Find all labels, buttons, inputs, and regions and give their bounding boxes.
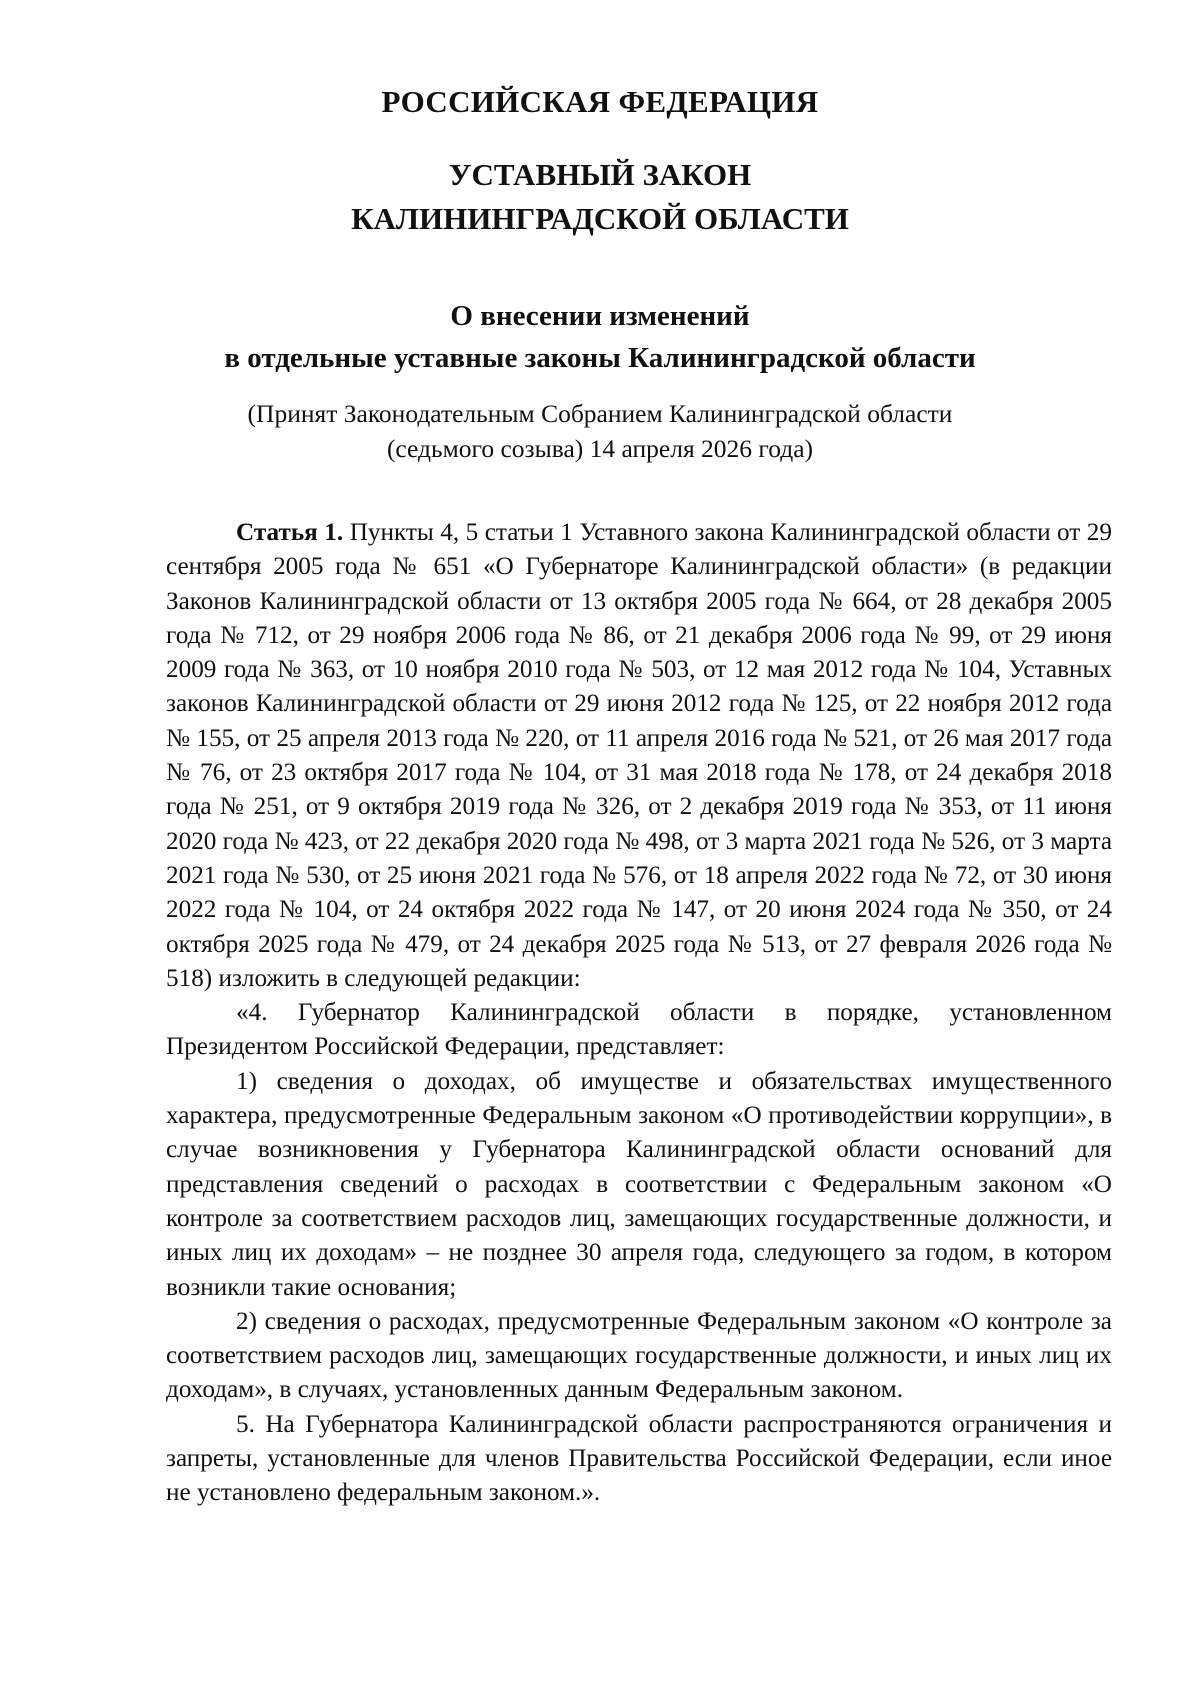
point-4-subitem-1: 1) сведения о доходах, об имуществе и обязательствах имущественного характера, предусмотренные Федеральным законом «О противодействии коррупции», в случае возникновения у Губернатора Калининградской области оснований для представления сведений о расходах в соответствии с Федеральным законом «О контроле за соответствием расходов лиц, замещающих государственные должности, и иных лиц их доходам» – не позднее 30 апреля года, следующего за годом, в котором возникли такие основания; (166, 1067, 1112, 1301)
article-1-label: Статья 1. (236, 519, 344, 546)
law-title-line-2: в отдельные уставные законы Калининградской области (224, 342, 976, 374)
adoption-note (0, 396, 1200, 466)
article-1-paragraph (166, 516, 1112, 996)
point-4-subitem-2: 2) сведения о расходах, предусмотренные Федеральным законом «О контроле за соответствием расходов лиц, замещающих государственные должности, и иных лиц их доходам», в случаях, установленных данным Федеральным законом. (166, 1307, 1112, 1404)
article-1-text: Пункты 4, 5 статьи 1 Уставного закона Калининградской области от 29 сентября 2005 года № 651 «О Губернаторе Калининградской области» (в редакции Законов Калининградской области от 13 октября 2005 года № 664, от 28 декабря 2005 года № 712, от 29 ноября 2006 года № 86, от 21 декабря 2006 года № 99, от 29 июня 2009 года № 363, от 10 ноября 2010 года № 503, от 12 мая 2012 года № 104, Уставных законов Калининградской области от 29 июня 2012 года № 125, от 22 ноября 2012 года № 155, от 25 апреля 2013 года № 220, от 11 апреля 2016 года № 521, от 26 мая 2017 года № 76, от 23 октября 2017 года № 104, от 31 мая 2018 года № 178, от 24 декабря 2018 года № 251, от 9 октября 2019 года № 326, от 2 декабря 2019 года № 353, от 11 июня 2020 года № 423, от 22 декабря 2020 года № 498, от 3 марта 2021 года № 526, от 3 марта 2021 года № 530, от 25 июня 2021 года № 576, от 18 апреля 2022 года № 72, от 30 июня 2022 года № 104, от 24 октября 2022 года № 147, от 20 июня 2024 года № 350, от 24 октября 2025 года № 479, от 24 декабря 2025 года № 513, от 27 февраля 2026 года № 518) изложить в следующей редакции: (166, 519, 1112, 992)
article-body (166, 516, 1112, 1511)
law-type-line-2: КАЛИНИНГРАДСКОЙ ОБЛАСТИ (351, 201, 849, 236)
adoption-line-2: (седьмого созыва) 14 апреля 2026 года) (386, 434, 814, 463)
law-title (0, 295, 1200, 379)
country-heading: РОССИЙСКАЯ ФЕДЕРАЦИЯ (381, 84, 819, 119)
point-4-paragraph: «4. Губернатор Калининградской области в порядке, установленном Президентом Российской Федерации, представляет: (166, 999, 1112, 1061)
law-type-heading (0, 153, 1200, 241)
point-5-paragraph: 5. На Губернатора Калининградской области распространяются ограничения и запреты, установленные для членов Правительства Российской Федерации, если иное не установлено федеральным законом.». (166, 1410, 1112, 1507)
law-type-line-1: УСТАВНЫЙ ЗАКОН (448, 157, 752, 192)
adoption-line-1: (Принят Законодательным Собранием Калининградской области (247, 399, 953, 428)
law-title-line-1: О внесении изменений (450, 300, 750, 332)
